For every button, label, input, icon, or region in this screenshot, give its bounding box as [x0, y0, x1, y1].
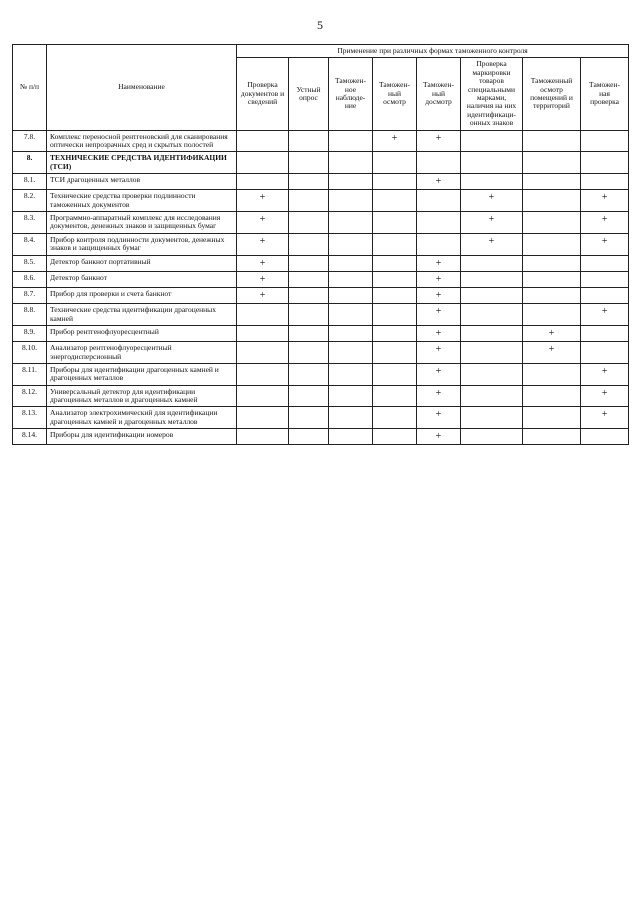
mark-cell	[237, 174, 289, 190]
header-form: Таможен-ный досмотр	[417, 58, 461, 130]
table-row	[13, 287, 629, 303]
mark-cell	[373, 174, 417, 190]
mark-cell	[237, 429, 289, 445]
mark-cell	[523, 304, 581, 326]
mark-cell: +	[237, 233, 289, 255]
customs-control-table	[12, 44, 629, 445]
mark-cell	[289, 287, 329, 303]
mark-cell	[329, 407, 373, 429]
table-row	[13, 271, 629, 287]
table-row	[13, 255, 629, 271]
mark-cell	[289, 190, 329, 212]
mark-cell	[417, 212, 461, 234]
mark-cell	[581, 325, 629, 341]
mark-cell	[523, 271, 581, 287]
row-name: Технические средства проверки подлинности таможенных документов	[47, 190, 237, 212]
mark-cell	[289, 130, 329, 152]
mark-cell: +	[417, 130, 461, 152]
mark-cell	[523, 190, 581, 212]
mark-cell	[329, 429, 373, 445]
row-number: 8.2.	[13, 190, 47, 212]
table-row	[13, 233, 629, 255]
mark-cell: +	[237, 190, 289, 212]
mark-cell	[523, 174, 581, 190]
mark-cell	[289, 212, 329, 234]
table-row	[13, 212, 629, 234]
mark-cell	[329, 325, 373, 341]
row-number: 8.6.	[13, 271, 47, 287]
mark-cell	[581, 287, 629, 303]
mark-cell	[523, 255, 581, 271]
mark-cell: +	[417, 271, 461, 287]
mark-cell	[373, 212, 417, 234]
mark-cell	[289, 304, 329, 326]
mark-cell	[461, 342, 523, 364]
header-form: Проверка маркировки товаров специальными марками, наличия на них идентификаци-онных знаков	[461, 58, 523, 130]
mark-cell	[237, 152, 289, 174]
row-name: Приборы для идентификации номеров	[47, 429, 237, 445]
mark-cell	[329, 233, 373, 255]
row-name: Прибор контроля подлинности документов, денежных знаков и защищенных бумаг	[47, 233, 237, 255]
mark-cell	[461, 271, 523, 287]
mark-cell	[329, 212, 373, 234]
mark-cell	[289, 174, 329, 190]
mark-cell: +	[417, 385, 461, 407]
mark-cell: +	[581, 363, 629, 385]
table-row	[13, 152, 629, 174]
mark-cell	[237, 407, 289, 429]
mark-cell	[581, 271, 629, 287]
mark-cell	[289, 407, 329, 429]
row-number: 8.14.	[13, 429, 47, 445]
row-name: Программно-аппаратный комплекс для исследования документов, денежных знаков и защищенных бумаг	[47, 212, 237, 234]
mark-cell: +	[417, 429, 461, 445]
mark-cell: +	[237, 255, 289, 271]
table-row	[13, 304, 629, 326]
table-row	[13, 407, 629, 429]
row-number: 8.13.	[13, 407, 47, 429]
mark-cell	[289, 325, 329, 341]
row-number: 8.5.	[13, 255, 47, 271]
row-number: 8.11.	[13, 363, 47, 385]
mark-cell	[329, 363, 373, 385]
row-name: Универсальный детектор для идентификации драгоценных металлов и драгоценных камней	[47, 385, 237, 407]
mark-cell	[289, 152, 329, 174]
mark-cell: +	[581, 407, 629, 429]
table-row	[13, 325, 629, 341]
mark-cell	[417, 233, 461, 255]
mark-cell	[523, 212, 581, 234]
mark-cell	[523, 130, 581, 152]
mark-cell	[417, 190, 461, 212]
mark-cell: +	[417, 363, 461, 385]
mark-cell	[289, 271, 329, 287]
mark-cell	[523, 407, 581, 429]
mark-cell: +	[581, 190, 629, 212]
mark-cell	[581, 174, 629, 190]
mark-cell	[373, 342, 417, 364]
mark-cell	[581, 152, 629, 174]
mark-cell	[329, 130, 373, 152]
row-number: 8.12.	[13, 385, 47, 407]
mark-cell	[329, 152, 373, 174]
row-number: 8.9.	[13, 325, 47, 341]
header-form: Таможен-ное наблюде-ние	[329, 58, 373, 130]
mark-cell	[237, 130, 289, 152]
mark-cell	[461, 429, 523, 445]
mark-cell	[373, 152, 417, 174]
mark-cell	[237, 342, 289, 364]
header-name: Наименование	[47, 45, 237, 131]
mark-cell	[373, 255, 417, 271]
row-number: 8.4.	[13, 233, 47, 255]
mark-cell	[329, 287, 373, 303]
mark-cell	[237, 363, 289, 385]
mark-cell	[237, 304, 289, 326]
mark-cell	[461, 304, 523, 326]
mark-cell	[523, 287, 581, 303]
header-form: Таможен-ный осмотр	[373, 58, 417, 130]
mark-cell	[237, 385, 289, 407]
mark-cell	[289, 385, 329, 407]
table-row	[13, 130, 629, 152]
mark-cell	[461, 325, 523, 341]
mark-cell	[461, 152, 523, 174]
mark-cell	[329, 190, 373, 212]
mark-cell: +	[581, 212, 629, 234]
mark-cell: +	[523, 325, 581, 341]
row-name: Анализатор электрохимический для идентификации драгоценных камней и драгоценных металлов	[47, 407, 237, 429]
mark-cell	[461, 287, 523, 303]
row-name: Прибор рентгенофлуоресцентный	[47, 325, 237, 341]
mark-cell	[373, 407, 417, 429]
mark-cell	[581, 255, 629, 271]
mark-cell: +	[373, 130, 417, 152]
mark-cell: +	[581, 304, 629, 326]
mark-cell	[329, 304, 373, 326]
page-number: 5	[317, 18, 323, 32]
mark-cell: +	[237, 212, 289, 234]
mark-cell: +	[417, 287, 461, 303]
mark-cell: +	[523, 342, 581, 364]
mark-cell	[373, 233, 417, 255]
mark-cell: +	[237, 271, 289, 287]
row-name: ТСИ драгоценных металлов	[47, 174, 237, 190]
mark-cell	[523, 363, 581, 385]
mark-cell	[373, 287, 417, 303]
row-name: Детектор банкнот	[47, 271, 237, 287]
mark-cell	[329, 271, 373, 287]
header-group: Применение при различных формах таможенного контроля	[237, 45, 629, 58]
mark-cell	[373, 271, 417, 287]
mark-cell	[329, 385, 373, 407]
row-number: 8.8.	[13, 304, 47, 326]
mark-cell	[461, 255, 523, 271]
header-num: № п/п	[13, 45, 47, 131]
mark-cell	[417, 152, 461, 174]
table-row	[13, 429, 629, 445]
header-form: Устный опрос	[289, 58, 329, 130]
mark-cell	[329, 342, 373, 364]
mark-cell	[373, 363, 417, 385]
mark-cell: +	[417, 407, 461, 429]
row-number: 7.8.	[13, 130, 47, 152]
mark-cell	[523, 429, 581, 445]
row-name: ТЕХНИЧЕСКИЕ СРЕДСТВА ИДЕНТИФИКАЦИИ (ТСИ)	[47, 152, 237, 174]
mark-cell: +	[417, 255, 461, 271]
table-row	[13, 363, 629, 385]
mark-cell: +	[581, 233, 629, 255]
mark-cell: +	[417, 342, 461, 364]
mark-cell	[523, 233, 581, 255]
table-row	[13, 174, 629, 190]
mark-cell: +	[461, 212, 523, 234]
mark-cell	[329, 255, 373, 271]
mark-cell	[373, 429, 417, 445]
table-row	[13, 342, 629, 364]
row-number: 8.3.	[13, 212, 47, 234]
mark-cell	[289, 429, 329, 445]
row-number: 8.7.	[13, 287, 47, 303]
mark-cell	[461, 407, 523, 429]
mark-cell	[237, 325, 289, 341]
mark-cell	[523, 385, 581, 407]
mark-cell: +	[417, 325, 461, 341]
mark-cell	[289, 255, 329, 271]
mark-cell	[581, 429, 629, 445]
mark-cell	[373, 304, 417, 326]
mark-cell	[461, 385, 523, 407]
mark-cell	[373, 325, 417, 341]
mark-cell	[289, 363, 329, 385]
table-body	[13, 130, 629, 445]
mark-cell	[461, 363, 523, 385]
header-form: Проверка документов и сведений	[237, 58, 289, 130]
row-number: 8.10.	[13, 342, 47, 364]
row-name: Детектор банкнот портативный	[47, 255, 237, 271]
mark-cell: +	[461, 233, 523, 255]
header-form: Таможен-ная проверка	[581, 58, 629, 130]
mark-cell: +	[461, 190, 523, 212]
mark-cell	[523, 152, 581, 174]
row-number: 8.	[13, 152, 47, 174]
mark-cell	[373, 190, 417, 212]
mark-cell	[373, 385, 417, 407]
mark-cell: +	[237, 287, 289, 303]
row-name: Прибор для проверки и счета банкнот	[47, 287, 237, 303]
mark-cell: +	[581, 385, 629, 407]
mark-cell	[461, 174, 523, 190]
mark-cell	[581, 342, 629, 364]
mark-cell: +	[417, 304, 461, 326]
table-row	[13, 190, 629, 212]
row-number: 8.1.	[13, 174, 47, 190]
row-name: Анализатор рентгенофлуоресцентный энергодисперсионный	[47, 342, 237, 364]
table-row	[13, 385, 629, 407]
mark-cell	[461, 130, 523, 152]
mark-cell	[289, 233, 329, 255]
row-name: Приборы для идентификации драгоценных камней и драгоценных металлов	[47, 363, 237, 385]
row-name: Технические средства идентификации драгоценных камней	[47, 304, 237, 326]
mark-cell	[289, 342, 329, 364]
mark-cell	[581, 130, 629, 152]
header-form: Таможенный осмотр помещений и территорий	[523, 58, 581, 130]
mark-cell	[329, 174, 373, 190]
mark-cell: +	[417, 174, 461, 190]
row-name: Комплекс переносной рентгеновский для сканирования оптически непрозрачных сред и скрытых полостей	[47, 130, 237, 152]
